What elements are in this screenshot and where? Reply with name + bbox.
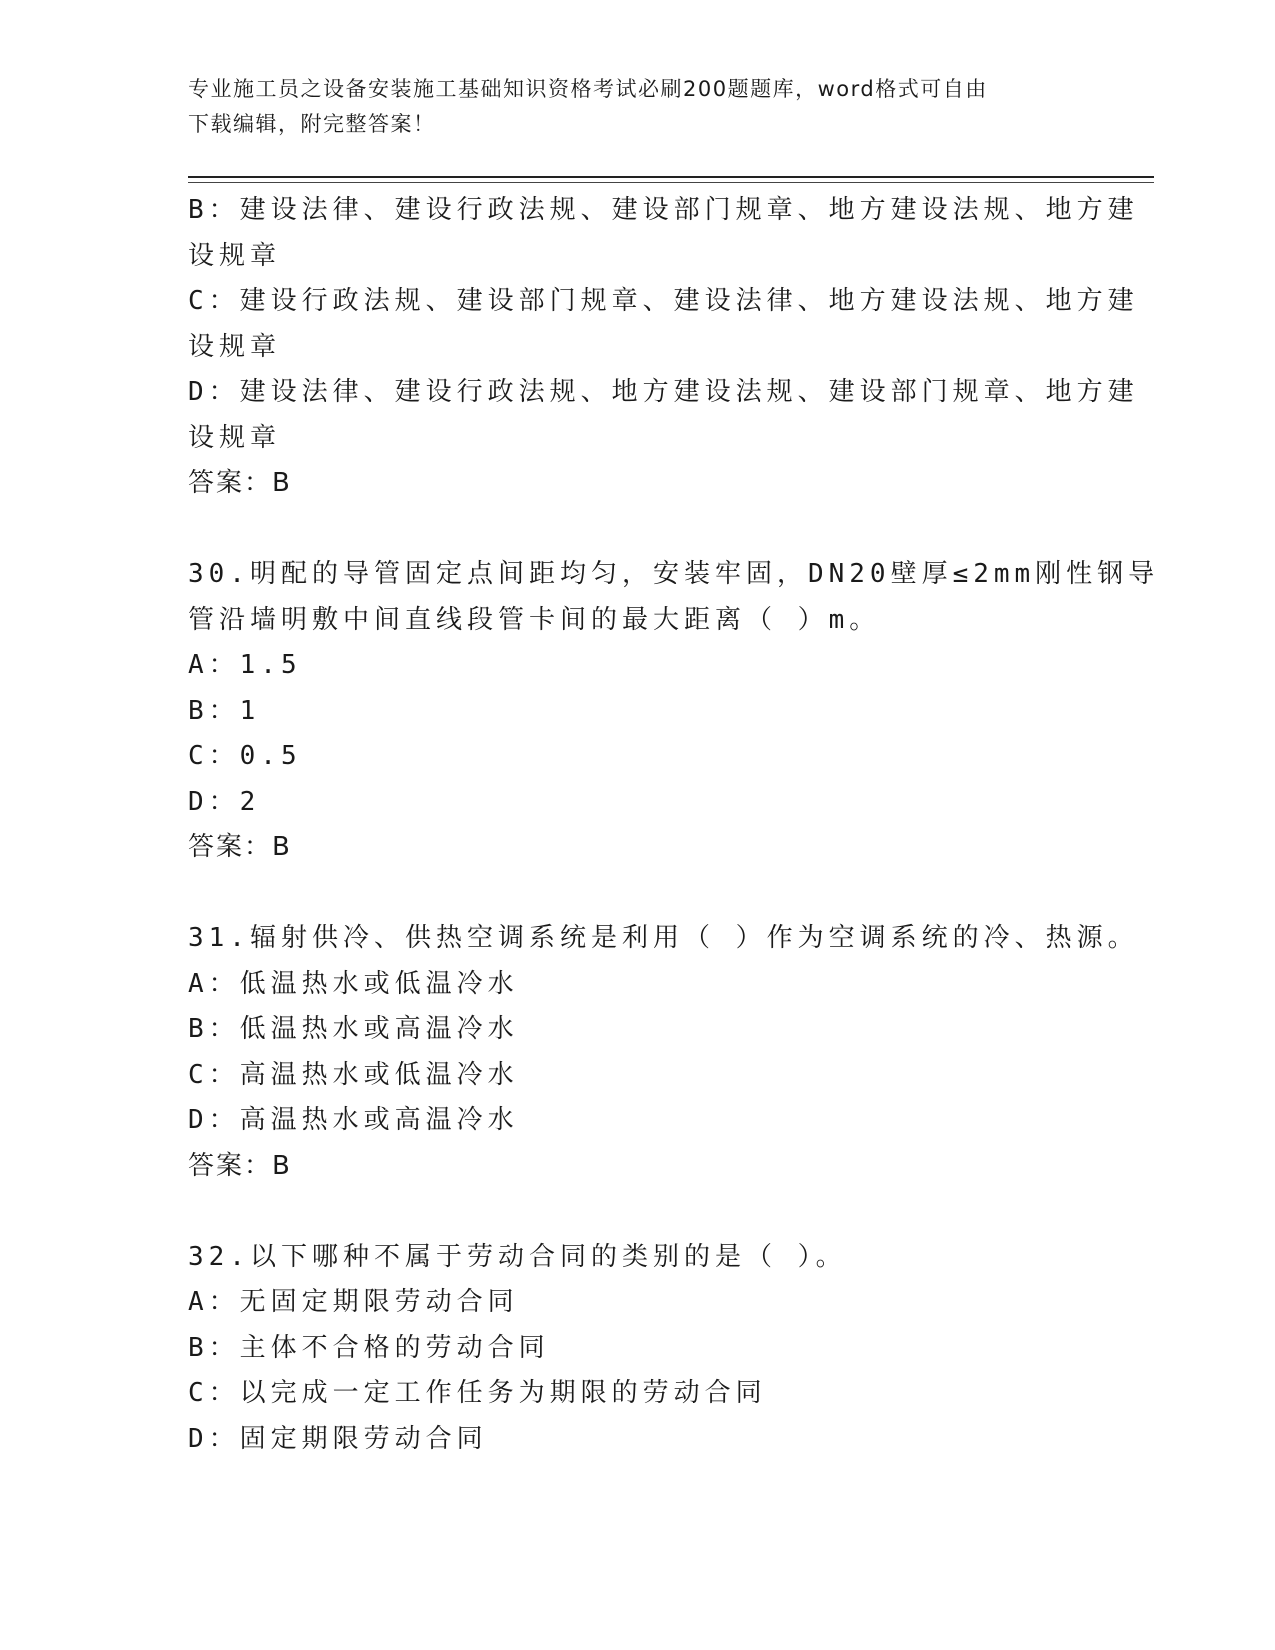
option-c: C：以完成一定工作任务为期限的劳动合同 bbox=[188, 1378, 767, 1408]
question-stem: 31.辐射供冷、供热空调系统是利用（ ）作为空调系统的冷、热源。 bbox=[188, 923, 1139, 953]
option-a: A：低温热水或低温冷水 bbox=[188, 968, 519, 999]
question-stem: 32.以下哪种不属于劳动合同的类别的是（ ）。 bbox=[188, 1241, 847, 1272]
option-d-line-1: D：建设法律、建设行政法规、地方建设法规、建设部门规章、地方建 bbox=[188, 377, 1139, 407]
question-content bbox=[188, 188, 1160, 1462]
document-header bbox=[188, 72, 1068, 142]
header-title-line-1: 专业施工员之设备安装施工基础知识资格考试必刷200题题库，word格式可自由 bbox=[188, 77, 988, 101]
question-32 bbox=[188, 1235, 1068, 1463]
option-c-line-2: 设规章 bbox=[188, 331, 282, 362]
question-30 bbox=[188, 552, 1160, 871]
spacer bbox=[188, 1189, 1068, 1235]
answer: 答案：B bbox=[188, 468, 292, 498]
question-31 bbox=[188, 916, 1139, 1189]
option-c: C：0.5 bbox=[188, 741, 302, 771]
answer: 答案：B bbox=[188, 1150, 292, 1181]
header-divider-thick bbox=[188, 176, 1154, 178]
header-title-line-2: 下载编辑，附完整答案！ bbox=[188, 112, 436, 136]
option-d: D：高温热水或高温冷水 bbox=[188, 1105, 519, 1135]
option-d: D：固定期限劳动合同 bbox=[188, 1423, 488, 1454]
option-b: B：1 bbox=[188, 695, 261, 726]
question-29 bbox=[188, 188, 1139, 507]
option-c: C：高温热水或低温冷水 bbox=[188, 1059, 519, 1090]
option-d: D：2 bbox=[188, 786, 261, 817]
option-b-line-1: B：建设法律、建设行政法规、建设部门规章、地方建设法规、地方建 bbox=[188, 195, 1139, 225]
option-a: A：1.5 bbox=[188, 650, 302, 680]
question-stem-line-1: 30.明配的导管固定点间距均匀，安装牢固，DN20壁厚≤2mm刚性钢导 bbox=[188, 559, 1160, 589]
spacer bbox=[188, 871, 1068, 917]
option-b-line-2: 设规章 bbox=[188, 240, 282, 271]
option-b: B：主体不合格的劳动合同 bbox=[188, 1332, 550, 1363]
spacer bbox=[188, 507, 1068, 553]
answer: 答案：B bbox=[188, 832, 292, 862]
option-b: B：低温热水或高温冷水 bbox=[188, 1014, 519, 1044]
option-a: A：无固定期限劳动合同 bbox=[188, 1287, 519, 1317]
option-c-line-1: C：建设行政法规、建设部门规章、建设法律、地方建设法规、地方建 bbox=[188, 286, 1139, 316]
option-d-line-2: 设规章 bbox=[188, 422, 282, 453]
header-divider-thin bbox=[188, 182, 1154, 183]
question-stem-line-2: 管沿墙明敷中间直线段管卡间的最大距离（ ）m。 bbox=[188, 604, 881, 635]
